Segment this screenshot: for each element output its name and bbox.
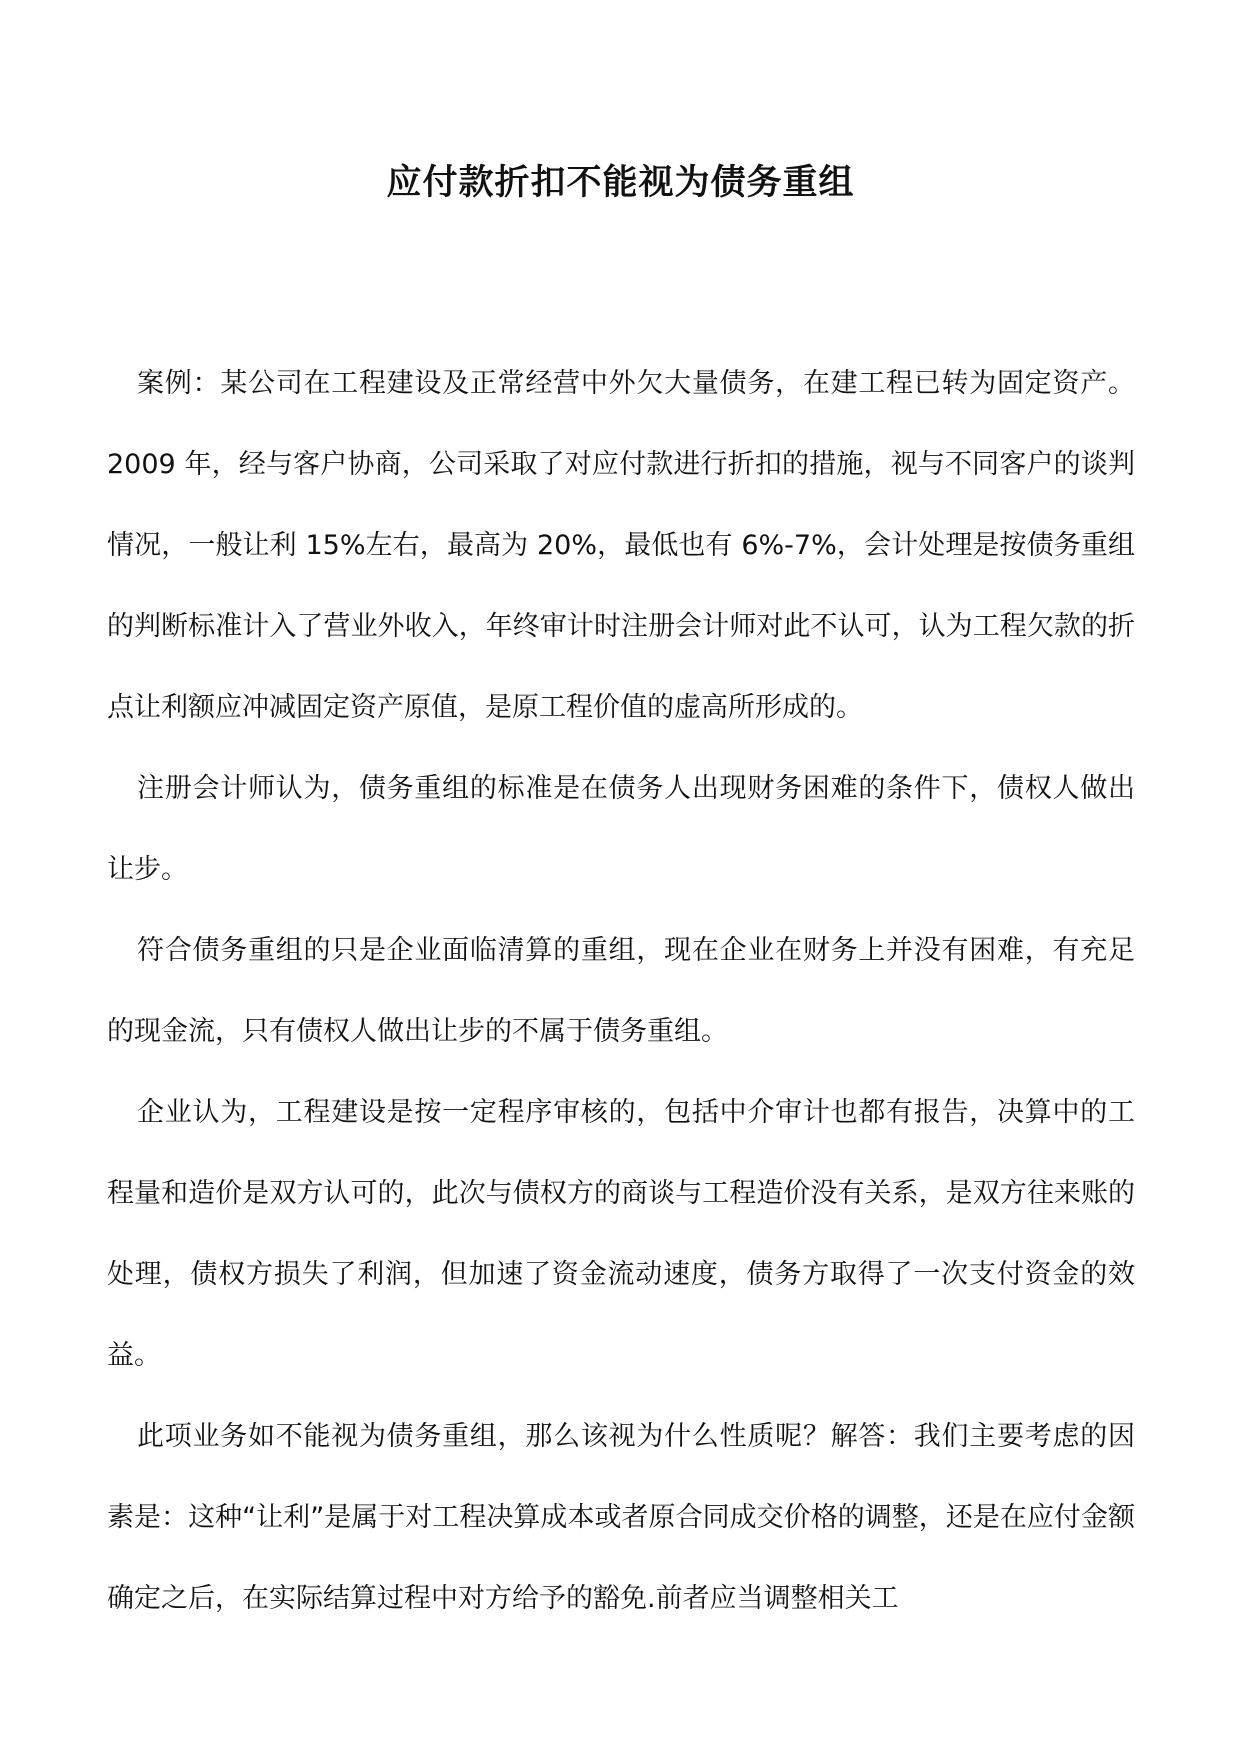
paragraph-company-view: 企业认为，工程建设是按一定程序审核的，包括中介审计也都有报告，决算中的工程量和造价是双方认可的，此次与债权方的商谈与工程造价没有关系，是双方往来账的处理，债权方损失了利润，但加速了资金流动速度，债务方取得了一次支付资金的效益。 (107, 1097, 1135, 1371)
paragraph-question-answer: 此项业务如不能视为债务重组，那么该视为什么性质呢？解答：我们主要考虑的因素是：这种“让利”是属于对工程决算成本或者原合同成交价格的调整，还是在应付金额确定之后，在实际结算过程中对方给予的豁免.前者应当调整相关工 (107, 1421, 1135, 1614)
paragraph-case: 案例：某公司在工程建设及正常经营中外欠大量债务，在建工程已转为固定资产。2009 年，经与客户协商，公司采取了对应付款进行折扣的措施，视与不同客户的谈判情况，一般让利 15%左右，最高为 20%，最低也有 6%-7%，会计处理是按债务重组的判断标准计入了营业外收入，年终审计时注册会计师对此不认可，认为工程欠款的折点让利额应冲减固定资产原值，是原工程价值的虚高所形成的。 (107, 368, 1135, 723)
paragraph-cpa-view: 注册会计师认为，债务重组的标准是在债务人出现财务困难的条件下，债权人做出让步。 (107, 773, 1135, 885)
paragraph-restructuring-condition: 符合债务重组的只是企业面临清算的重组，现在企业在财务上并没有困难，有充足的现金流，只有债权人做出让步的不属于债务重组。 (107, 935, 1135, 1047)
document-body (107, 343, 1135, 1639)
document-title: 应付款折扣不能视为债务重组 (386, 162, 855, 203)
